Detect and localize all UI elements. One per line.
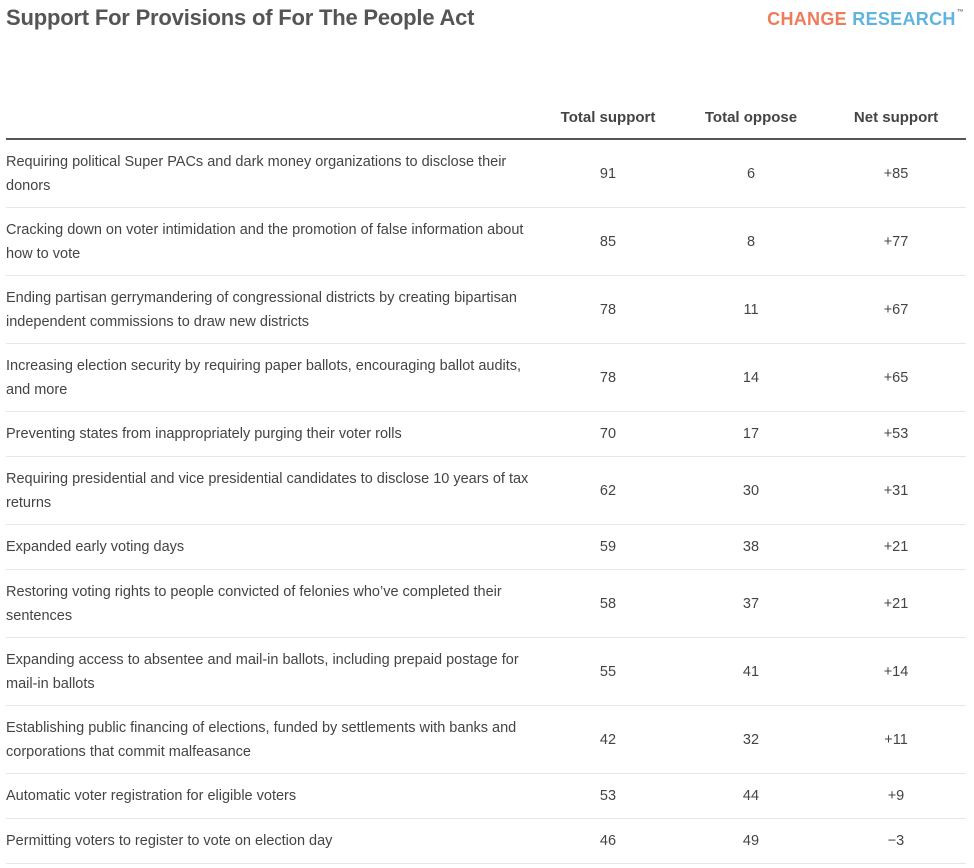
row-label: Increasing election security by requiring paper ballots, encouraging ballot audits, and more bbox=[6, 344, 540, 412]
row-net-support: +21 bbox=[826, 570, 966, 638]
row-total-support: 53 bbox=[540, 774, 676, 819]
table-row bbox=[6, 638, 966, 706]
row-label: Cracking down on voter intimidation and the promotion of false information about how to vote bbox=[6, 208, 540, 276]
row-net-support: +85 bbox=[826, 139, 966, 208]
row-label: Restoring voting rights to people convicted of felonies who’ve completed their sentences bbox=[6, 570, 540, 638]
row-label: Ending partisan gerrymandering of congressional districts by creating bipartisan independent commissions to draw new districts bbox=[6, 276, 540, 344]
table-row bbox=[6, 525, 966, 570]
row-total-oppose: 8 bbox=[676, 208, 826, 276]
table-row bbox=[6, 819, 966, 864]
row-label: Establishing public financing of elections, funded by settlements with banks and corporations that commit malfeasance bbox=[6, 706, 540, 774]
header-total-support: Total support bbox=[540, 96, 676, 139]
row-label: Requiring political Super PACs and dark money organizations to disclose their donors bbox=[6, 139, 540, 208]
row-total-oppose: 14 bbox=[676, 344, 826, 412]
row-total-oppose: 17 bbox=[676, 412, 826, 457]
table-row bbox=[6, 139, 966, 208]
row-total-oppose: 11 bbox=[676, 276, 826, 344]
row-net-support: +53 bbox=[826, 412, 966, 457]
row-net-support: +31 bbox=[826, 457, 966, 525]
brand-logo bbox=[767, 9, 964, 30]
row-total-oppose: 41 bbox=[676, 638, 826, 706]
row-label: Automatic voter registration for eligible voters bbox=[6, 774, 540, 819]
row-total-oppose: 44 bbox=[676, 774, 826, 819]
row-label: Requiring presidential and vice presidential candidates to disclose 10 years of tax returns bbox=[6, 457, 540, 525]
row-total-oppose: 6 bbox=[676, 139, 826, 208]
row-label: Expanded early voting days bbox=[6, 525, 540, 570]
row-total-support: 59 bbox=[540, 525, 676, 570]
row-total-support: 70 bbox=[540, 412, 676, 457]
table-row bbox=[6, 412, 966, 457]
row-total-oppose: 32 bbox=[676, 706, 826, 774]
row-total-support: 78 bbox=[540, 344, 676, 412]
row-net-support: −3 bbox=[826, 819, 966, 864]
row-total-support: 58 bbox=[540, 570, 676, 638]
results-table bbox=[6, 96, 966, 864]
row-net-support: +77 bbox=[826, 208, 966, 276]
row-label: Permitting voters to register to vote on election day bbox=[6, 819, 540, 864]
table-body bbox=[6, 139, 966, 864]
row-total-support: 91 bbox=[540, 139, 676, 208]
row-total-oppose: 30 bbox=[676, 457, 826, 525]
header-row bbox=[6, 96, 966, 139]
row-total-support: 42 bbox=[540, 706, 676, 774]
table-row bbox=[6, 706, 966, 774]
table-row bbox=[6, 276, 966, 344]
row-label: Preventing states from inappropriately purging their voter rolls bbox=[6, 412, 540, 457]
row-total-oppose: 49 bbox=[676, 819, 826, 864]
row-total-support: 46 bbox=[540, 819, 676, 864]
page-title: Support For Provisions of For The People Act bbox=[6, 5, 475, 30]
logo-word-change: CHANGE bbox=[767, 9, 847, 29]
header-net-support: Net support bbox=[826, 96, 966, 139]
table-row bbox=[6, 457, 966, 525]
row-net-support: +14 bbox=[826, 638, 966, 706]
row-total-oppose: 37 bbox=[676, 570, 826, 638]
table-row bbox=[6, 208, 966, 276]
row-net-support: +65 bbox=[826, 344, 966, 412]
table-row bbox=[6, 774, 966, 819]
header-total-oppose: Total oppose bbox=[676, 96, 826, 139]
header-provision bbox=[6, 96, 540, 139]
logo-word-research: RESEARCH bbox=[852, 9, 956, 29]
logo-trademark: ™ bbox=[956, 9, 964, 16]
row-net-support: +11 bbox=[826, 706, 966, 774]
row-net-support: +21 bbox=[826, 525, 966, 570]
row-total-support: 62 bbox=[540, 457, 676, 525]
table-row bbox=[6, 570, 966, 638]
table-row bbox=[6, 344, 966, 412]
row-total-support: 55 bbox=[540, 638, 676, 706]
row-net-support: +9 bbox=[826, 774, 966, 819]
row-net-support: +67 bbox=[826, 276, 966, 344]
row-total-support: 85 bbox=[540, 208, 676, 276]
row-total-support: 78 bbox=[540, 276, 676, 344]
row-label: Expanding access to absentee and mail-in ballots, including prepaid postage for mail-in ballots bbox=[6, 638, 540, 706]
row-total-oppose: 38 bbox=[676, 525, 826, 570]
